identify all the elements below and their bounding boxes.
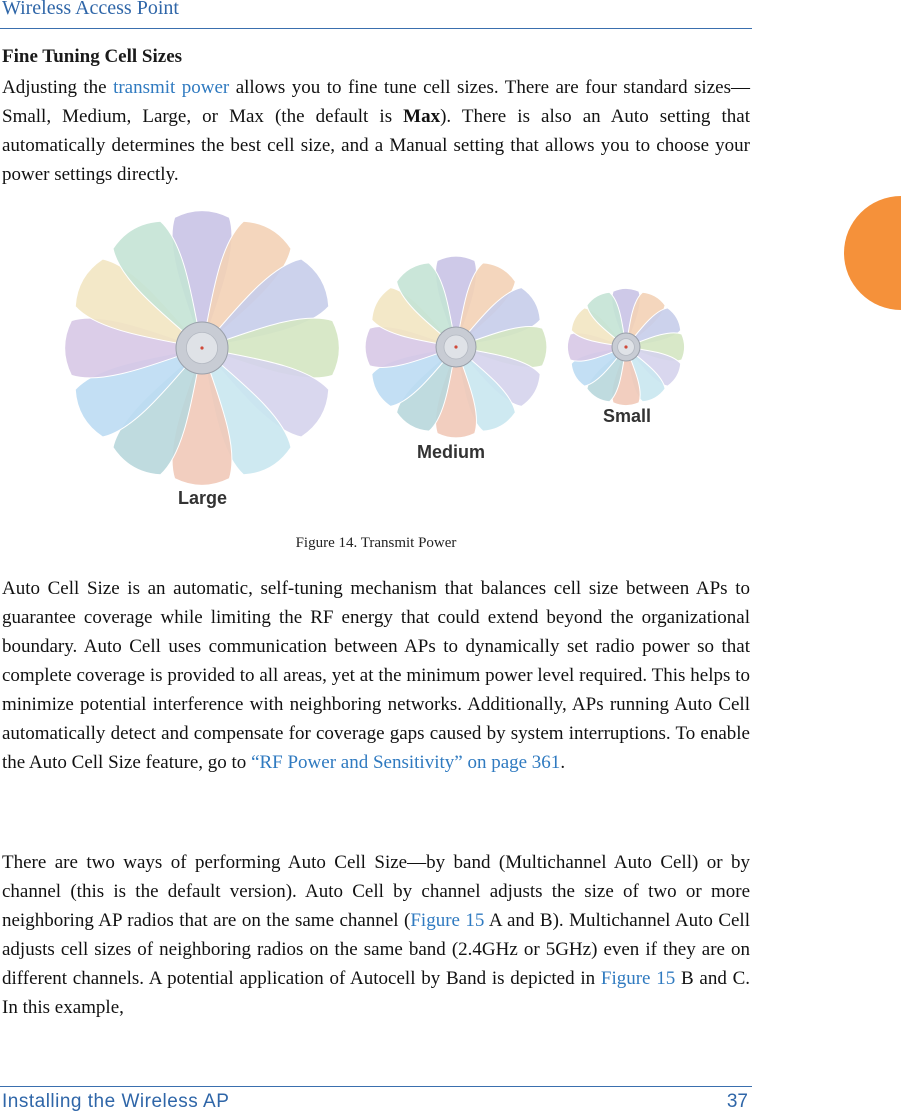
page-header: [0, 0, 752, 29]
paragraph-auto-cell-modes: [2, 848, 750, 1022]
para1-text-2: allows you to fine tune cell sizes. There are four standard sizes—Small, Medium, Large, or Max (the default is: [2, 77, 750, 127]
transmit-power-figure: [60, 205, 700, 515]
figure-15-link-2[interactable]: Figure 15: [600, 968, 676, 989]
page-footer: [0, 1086, 752, 1115]
access-point-led: [624, 345, 627, 348]
footer-chapter: Installing the Wireless AP: [2, 1091, 230, 1112]
para2-text-2: .: [560, 752, 566, 773]
figure-caption: Figure 14. Transmit Power: [295, 535, 457, 551]
cell-size-diagram: [60, 205, 700, 515]
para3-text-1: There are two ways of performing Auto Cell Size—by band (Multichannel Auto Cell) or by channel (this is the default version). Auto Cell by channel adjusts the size of two or more neighboring AP radios that are on the same channel (: [2, 852, 750, 931]
para3-text-3: B and C. In this example,: [2, 968, 751, 1018]
access-point-led: [454, 345, 457, 348]
label-large: Large: [178, 488, 228, 508]
paragraph-auto-cell: [2, 574, 750, 777]
paragraph-intro: [2, 73, 750, 189]
section-heading: Fine Tuning Cell Sizes: [2, 46, 183, 67]
label-medium: Medium: [417, 442, 486, 462]
transmit-power-link[interactable]: transmit power: [113, 77, 230, 98]
label-small: Small: [603, 406, 652, 426]
para2-text-1: Auto Cell Size is an automatic, self-tuning mechanism that balances cell size between APs to guarantee coverage while limiting the RF energy that could extend beyond the organizational boundary. Auto Cell uses communication between APs to dynamically set radio power so that complete coverage is provided to all areas, yet at the minimum power level required. This helps to minimize potential interference with neighboring networks. Additionally, APs running Auto Cell automatically detect and compensate for coverage gaps caused by system interruptions. To enable the Auto Cell Size feature, go to: [2, 578, 750, 773]
rf-power-link[interactable]: “RF Power and Sensitivity” on page 361: [251, 752, 561, 773]
cell-large: [65, 211, 340, 486]
para3-text-2: A and B). Multichannel Auto Cell adjusts cell sizes of neighboring radios on the same band (2.4GHz or 5GHz) even if they are on different channels. A potential application of Autocell by Band is depicted in: [2, 910, 750, 989]
header-title: Wireless Access Point: [2, 0, 179, 19]
para1-text-1: Adjusting the: [2, 77, 114, 98]
max-bold: Max: [403, 106, 441, 127]
access-point-led: [200, 346, 203, 349]
page-number: 37: [726, 1091, 748, 1112]
figure-15-link-1[interactable]: Figure 15: [410, 910, 485, 931]
cell-medium: [365, 256, 547, 438]
cell-small: [567, 288, 684, 405]
chapter-tab-marker: [844, 196, 901, 310]
para1-text-3: ). There is also an Auto setting that automatically determines the best cell size, and a Manual setting that allows you to choose your power settings directly.: [2, 106, 751, 185]
